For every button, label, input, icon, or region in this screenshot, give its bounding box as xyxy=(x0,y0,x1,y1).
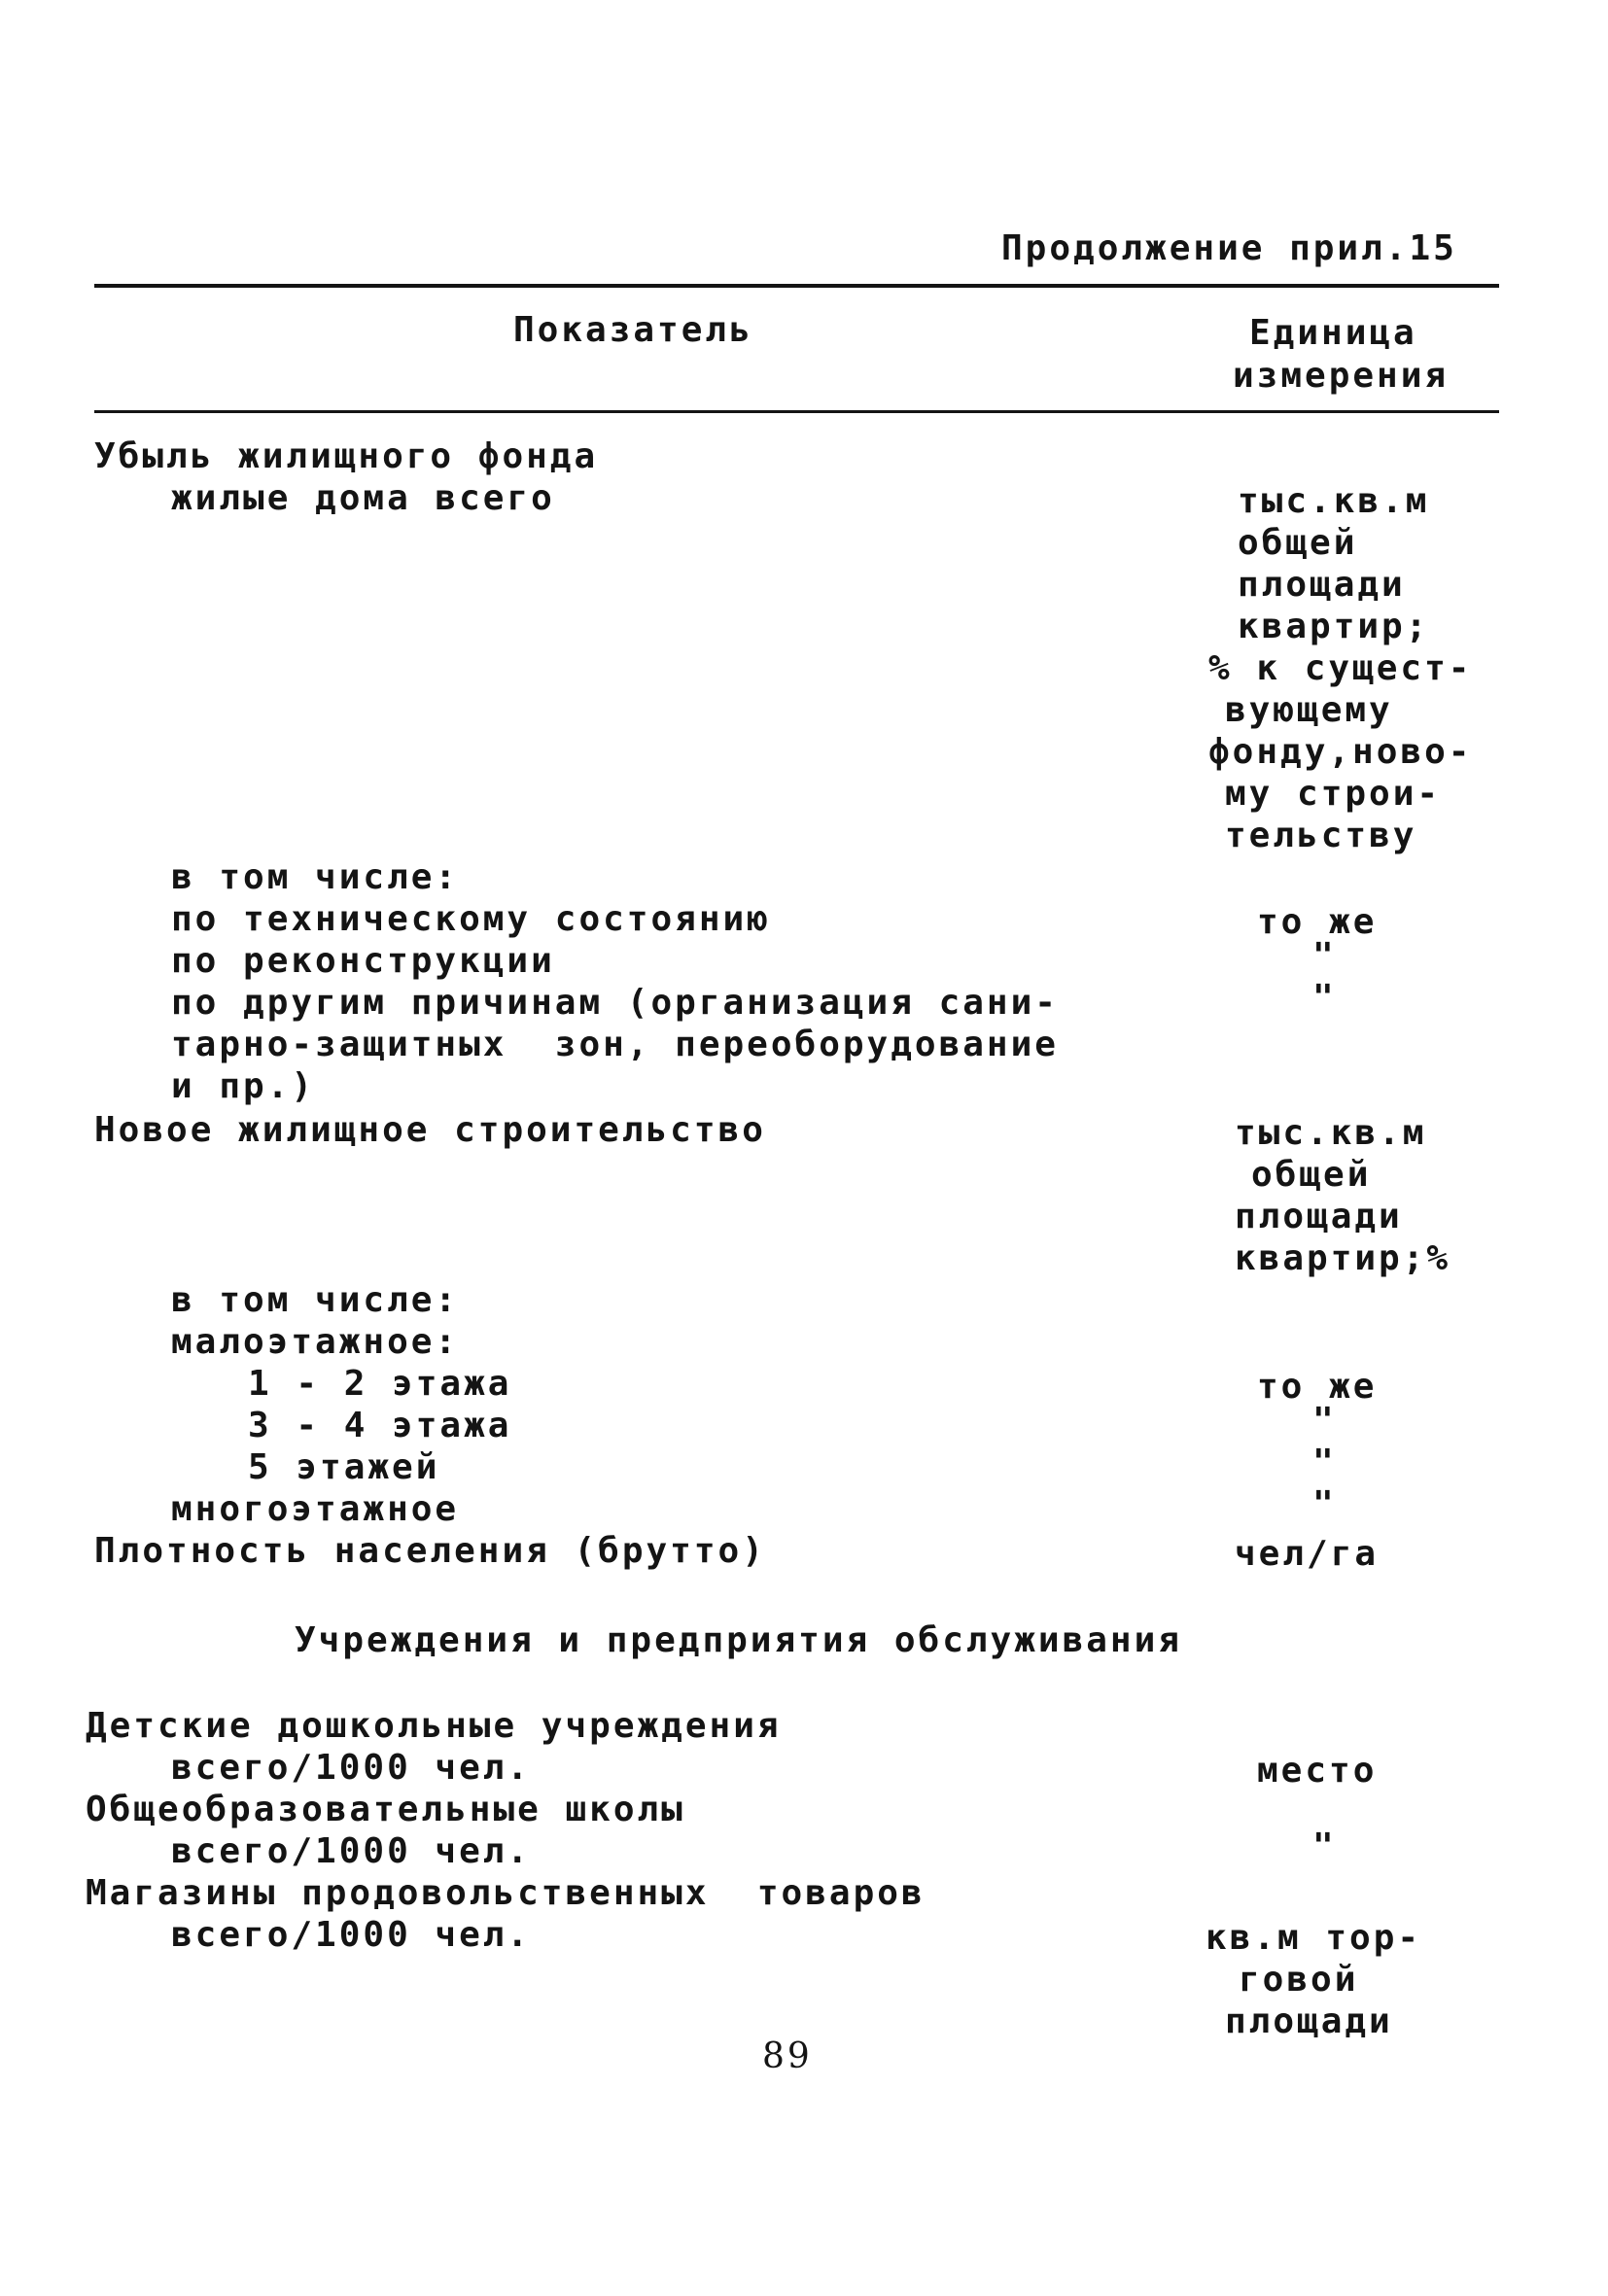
row-schools-per-1000: всего/1000 чел. xyxy=(171,1831,532,1871)
unit-new-construction-4: квартир;% xyxy=(1235,1238,1451,1278)
row-residential-total: жилые дома всего xyxy=(171,478,555,518)
row-floors-3-4: 3 - 4 этажа xyxy=(248,1406,512,1445)
unit-population-density: чел/га xyxy=(1235,1534,1380,1574)
unit-residential-total-2: общей xyxy=(1238,523,1358,563)
unit-new-construction-2: общей xyxy=(1251,1155,1372,1195)
row-other-reasons-2: тарно-защитных зон, переоборудование xyxy=(171,1025,1059,1064)
unit-floors-3-4: " xyxy=(1312,1401,1337,1441)
unit-residential-total-3: площади xyxy=(1238,565,1406,605)
unit-schools: " xyxy=(1312,1826,1337,1866)
top-rule xyxy=(94,284,1499,288)
unit-technical-condition: то же xyxy=(1257,902,1378,942)
continuation-label: Продолжение прил.15 xyxy=(1001,228,1457,268)
unit-new-construction-3: площади xyxy=(1235,1197,1403,1236)
row-preschool-per-1000: всего/1000 чел. xyxy=(171,1748,532,1788)
row-other-reasons-3: и пр.) xyxy=(171,1066,316,1106)
row-schools: Общеобразовательные школы xyxy=(86,1790,685,1829)
unit-other-reasons: " xyxy=(1312,978,1337,1018)
unit-new-construction-1: тыс.кв.м xyxy=(1235,1113,1427,1153)
row-floors-1-2: 1 - 2 этажа xyxy=(248,1364,512,1404)
row-including-2: в том числе: xyxy=(171,1280,460,1320)
row-technical-condition: по техническому состоянию xyxy=(171,899,771,939)
row-low-rise: малоэтажное: xyxy=(171,1322,460,1362)
unit-multi-storey: " xyxy=(1312,1484,1337,1524)
row-reconstruction: по реконструкции xyxy=(171,941,555,981)
unit-preschool: место xyxy=(1257,1751,1378,1791)
unit-residential-total-9: тельству xyxy=(1225,816,1417,855)
unit-residential-total-5: % к сущест- xyxy=(1208,648,1473,688)
unit-food-stores-1: кв.м тор- xyxy=(1206,1918,1422,1958)
column-header-unit-line1: Единица xyxy=(1249,313,1417,353)
row-food-stores-per-1000: всего/1000 чел. xyxy=(171,1915,532,1955)
page-number: 89 xyxy=(762,2036,813,2076)
unit-floors-5: " xyxy=(1312,1443,1337,1482)
row-population-density: Плотность населения (брутто) xyxy=(94,1531,766,1571)
row-housing-loss: Убыль жилищного фонда xyxy=(94,436,599,476)
unit-residential-total-1: тыс.кв.м xyxy=(1238,481,1430,521)
unit-residential-total-8: му строи- xyxy=(1225,774,1442,814)
row-other-reasons-1: по другим причинам (организация сани- xyxy=(171,983,1059,1023)
row-food-stores: Магазины продовольственных товаров xyxy=(86,1873,926,1913)
unit-reconstruction: " xyxy=(1312,936,1337,976)
unit-residential-total-6: вующему xyxy=(1225,690,1393,730)
row-floors-5: 5 этажей xyxy=(248,1447,440,1487)
unit-floors-1-2: то же xyxy=(1257,1367,1378,1407)
row-new-construction: Новое жилищное строительство xyxy=(94,1110,766,1150)
unit-residential-total-4: квартир; xyxy=(1238,607,1430,646)
unit-food-stores-2: говой xyxy=(1239,1960,1359,2000)
row-multi-storey: многоэтажное xyxy=(171,1489,460,1529)
column-header-indicator: Показатель xyxy=(513,310,753,350)
section-heading-services: Учреждения и предприятия обслуживания xyxy=(295,1620,1182,1660)
unit-food-stores-3: площади xyxy=(1225,2001,1393,2041)
row-preschool: Детские дошкольные учреждения xyxy=(86,1706,782,1746)
column-header-unit-line2: измерения xyxy=(1233,356,1450,396)
header-rule xyxy=(94,410,1499,413)
unit-residential-total-7: фонду,ново- xyxy=(1208,732,1473,772)
row-including-1: в том числе: xyxy=(171,857,460,897)
